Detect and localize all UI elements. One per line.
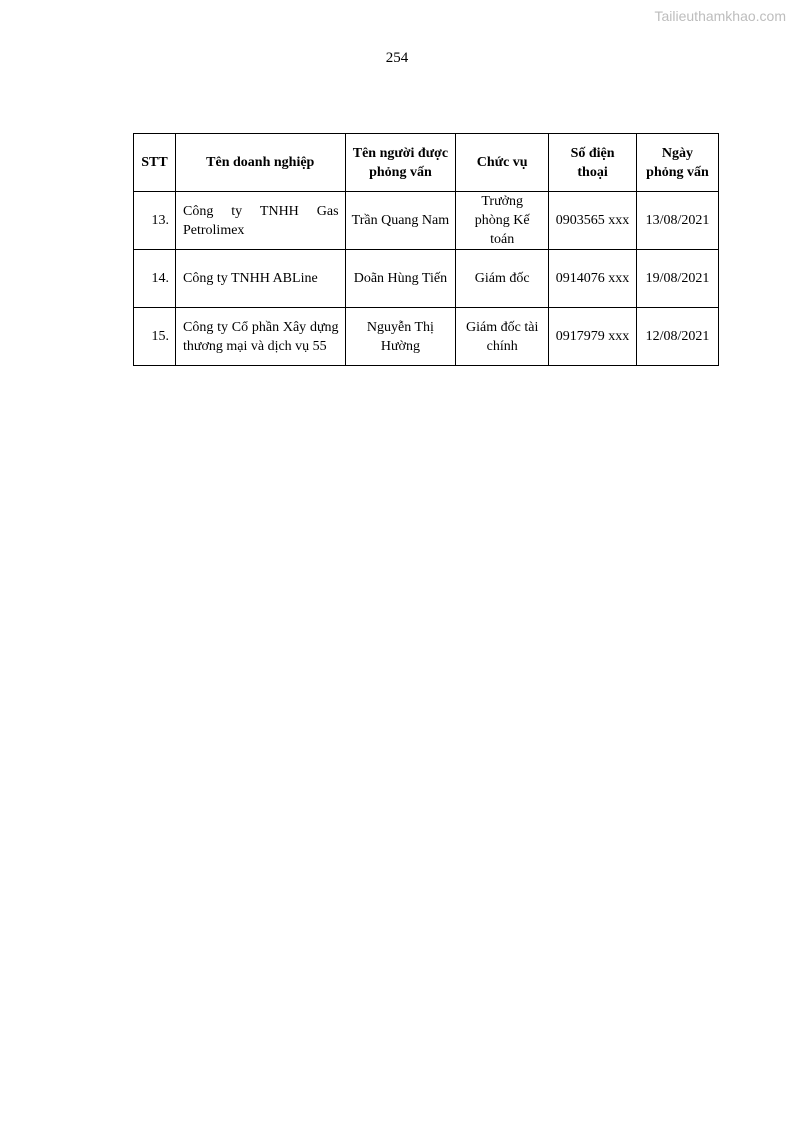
cell-stt: 14. — [134, 250, 176, 308]
table-header-row — [134, 134, 719, 192]
header-position: Chức vụ — [456, 134, 549, 192]
table-row — [134, 308, 719, 366]
page-number: 254 — [385, 50, 409, 66]
cell-date: 13/08/2021 — [636, 192, 718, 250]
interview-table — [133, 133, 719, 366]
cell-phone: 0903565 xxx — [549, 192, 637, 250]
cell-person: Trần Quang Nam — [345, 192, 456, 250]
table-row — [134, 192, 719, 250]
cell-position: Trưởng phòng Kế toán — [456, 192, 549, 250]
cell-date: 12/08/2021 — [636, 308, 718, 366]
header-date: Ngày phỏng vấn — [636, 134, 718, 192]
cell-stt: 15. — [134, 308, 176, 366]
cell-person: Doãn Hùng Tiến — [345, 250, 456, 308]
table-row — [134, 250, 719, 308]
cell-company: Công ty TNHH ABLine — [175, 250, 345, 308]
cell-stt: 13. — [134, 192, 176, 250]
cell-person: Nguyễn Thị Hường — [345, 308, 456, 366]
cell-position: Giám đốc tài chính — [456, 308, 549, 366]
cell-position: Giám đốc — [456, 250, 549, 308]
cell-phone: 0914076 xxx — [549, 250, 637, 308]
header-company: Tên doanh nghiệp — [175, 134, 345, 192]
header-person: Tên người được phỏng vấn — [345, 134, 456, 192]
cell-date: 19/08/2021 — [636, 250, 718, 308]
watermark-text: Tailieuthamkhao.com — [654, 8, 786, 24]
cell-company: Công ty TNHH Gas Petrolimex — [175, 192, 345, 250]
cell-company: Công ty Cổ phần Xây dựng thương mại và dịch vụ 55 — [175, 308, 345, 366]
cell-phone: 0917979 xxx — [549, 308, 637, 366]
header-phone: Số điện thoại — [549, 134, 637, 192]
header-stt: STT — [134, 134, 176, 192]
